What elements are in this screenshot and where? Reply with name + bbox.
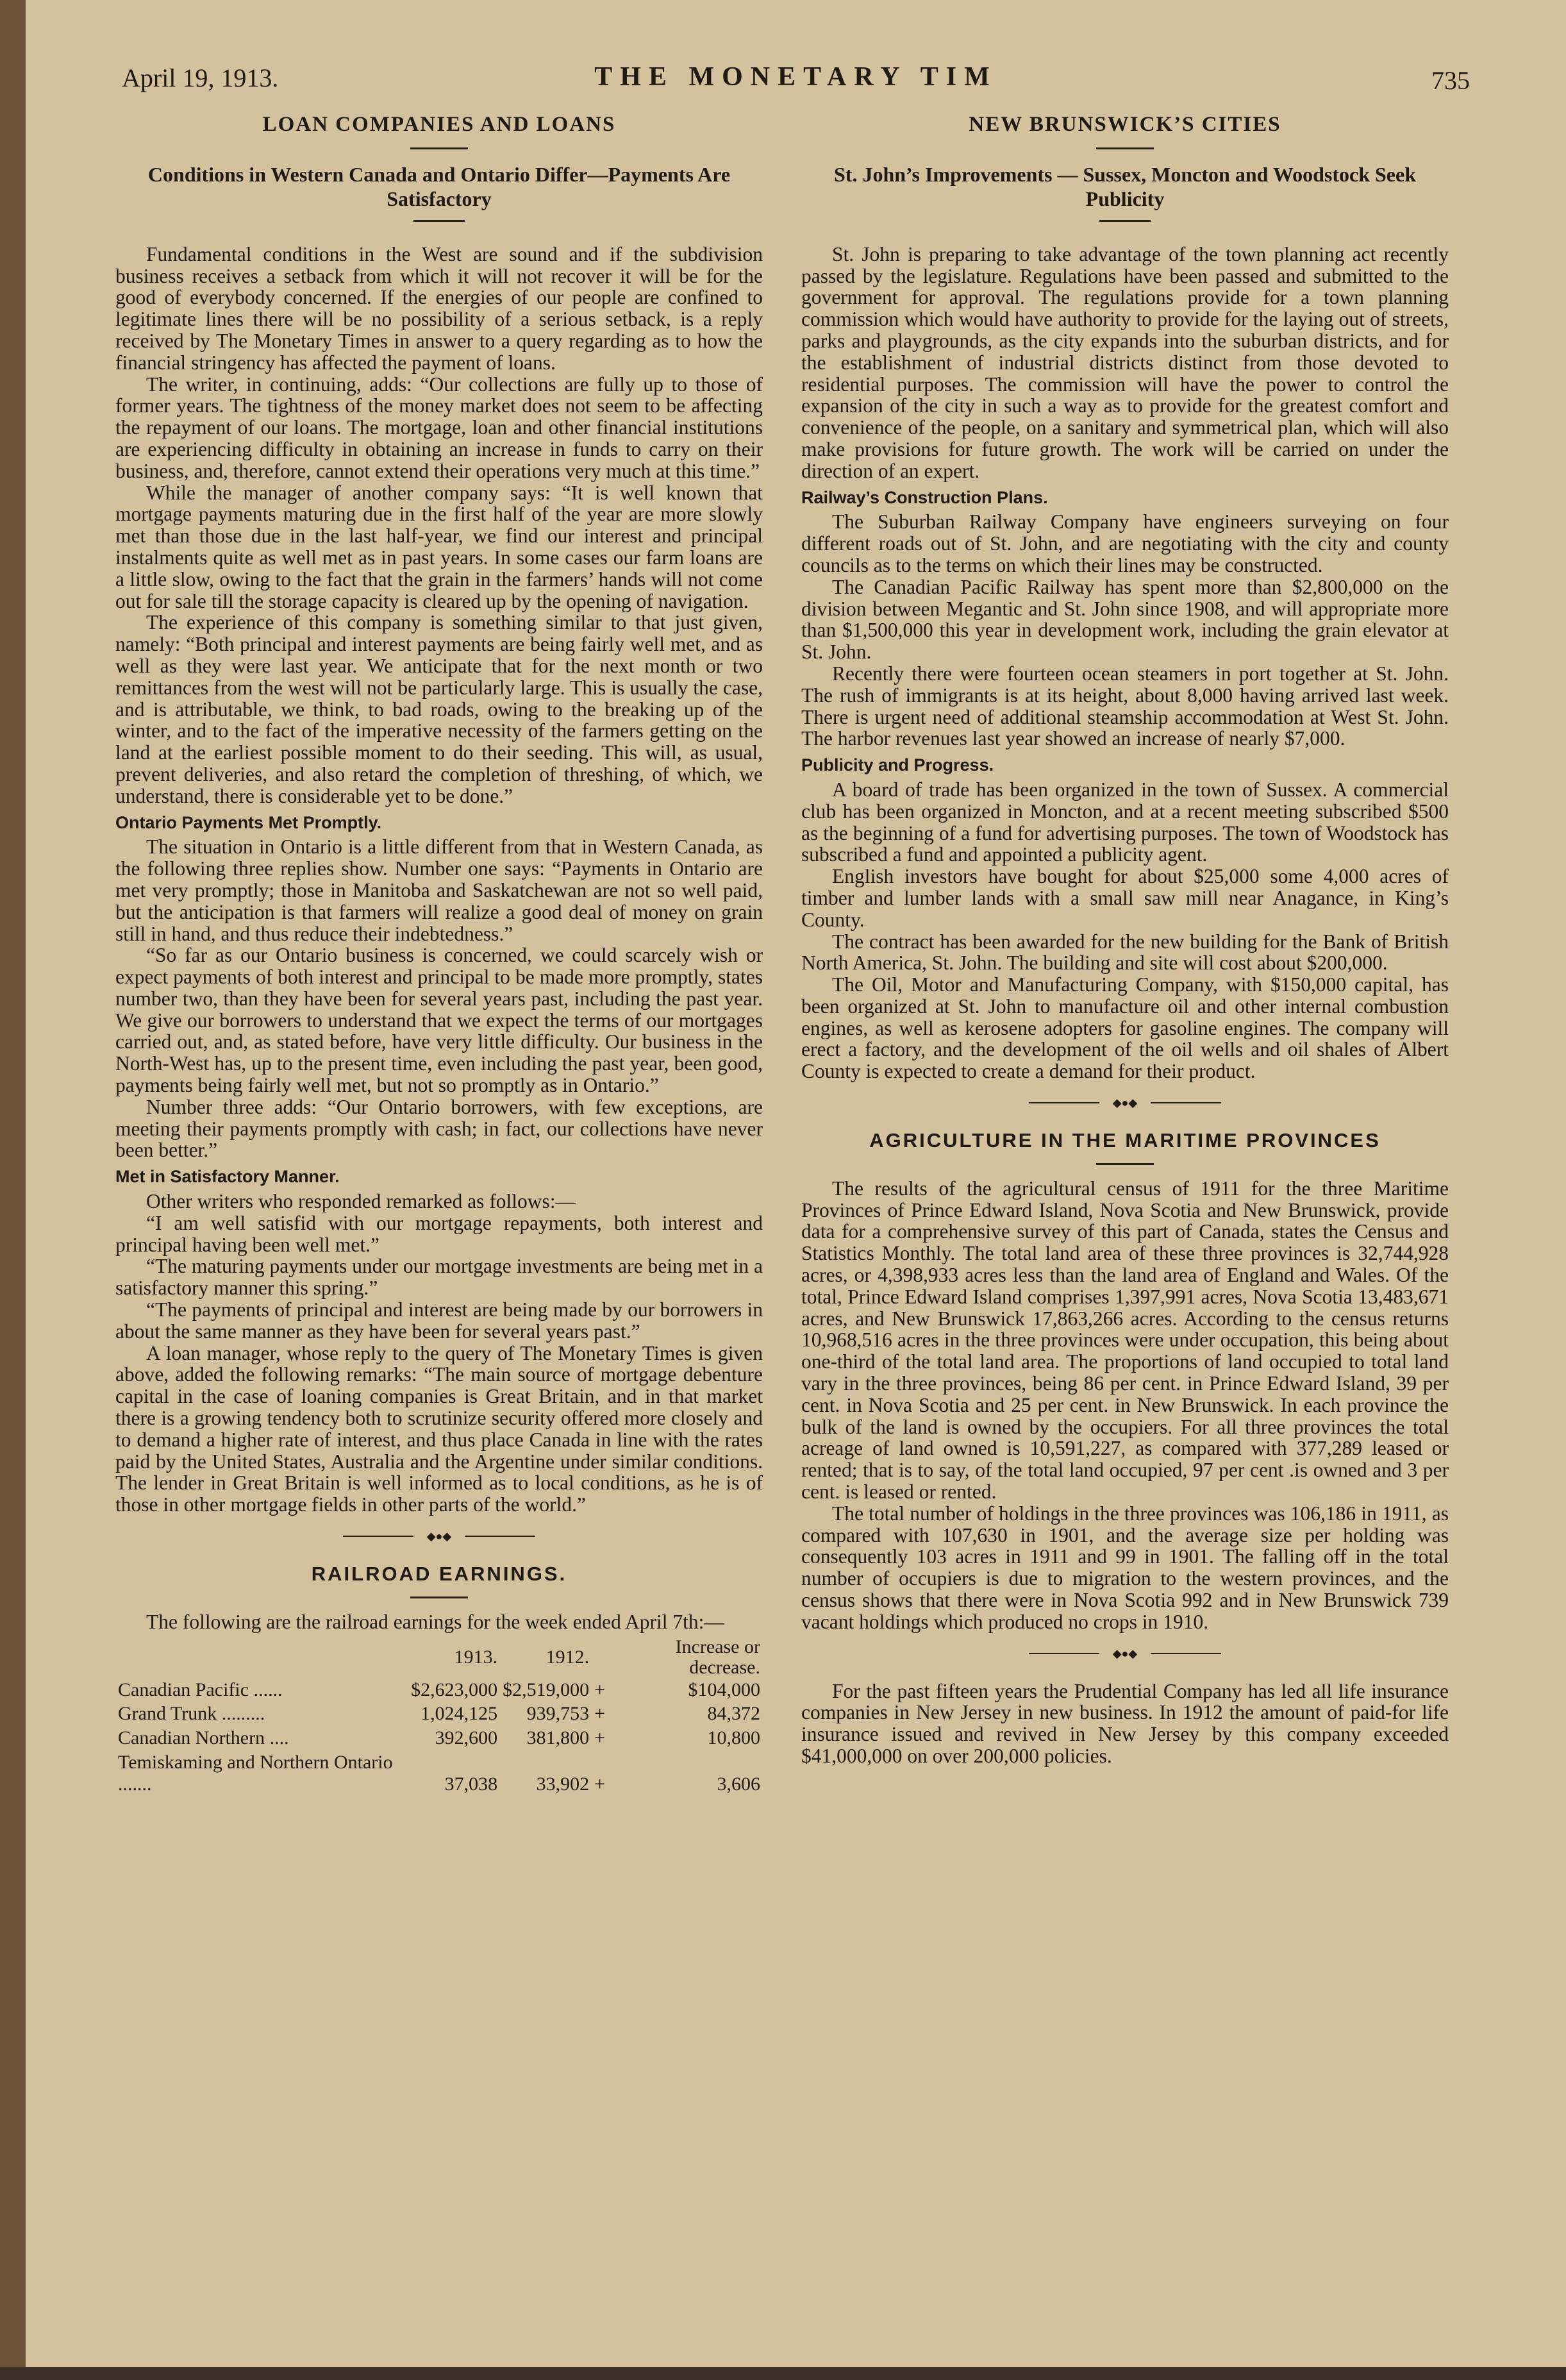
- railway-name: Temiskaming and Northern Ontario .......: [118, 1752, 393, 1795]
- earnings-1912: 939,753: [526, 1703, 590, 1725]
- paragraph: The situation in Ontario is a little different from that in Western Canada, as the following three replies show. Number one says: “Payments in Ontario are met very promptly; those in Manitoba and Saskatchewan are not so well paid, but the anticipation is that farmers will realize a good deal of money on grain still in hand, and thus reduce their indebtedness.”: [115, 835, 763, 945]
- header-title: THE MONETARY TIM: [594, 62, 997, 92]
- ornament-divider: ◆●◆: [1029, 1648, 1221, 1659]
- section-heading-ontario: Ontario Payments Met Promptly.: [115, 812, 382, 832]
- paragraph: “I am well satisfid with our mortgage repayments, both interest and principal having been well met.”: [115, 1211, 763, 1256]
- change-amount: 3,606: [717, 1773, 760, 1795]
- change-amount: 84,372: [707, 1703, 760, 1725]
- paragraph: A board of trade has been organized in the town of Sussex. A commercial club has been organized in Moncton, and at a recent meeting subscribed $500 as the beginning of a fund for advertising purposes. The town of Woodstock has subscribed a fund and appointed a publicity agent.: [801, 778, 1449, 866]
- page-bottom-edge: [0, 2367, 1566, 2380]
- paragraph: “The payments of principal and interest are being made by our borrowers in about the same manner as they have been for several years past.”: [115, 1298, 763, 1343]
- right-column: [801, 114, 1449, 1767]
- loan-article-subtitle: Conditions in Western Canada and Ontario Differ—Payments Are Satisfactory: [147, 162, 731, 210]
- earnings-1913: $2,623,000: [411, 1679, 498, 1700]
- agriculture-article-title: AGRICULTURE IN THE MARITIME PROVINCES: [869, 1129, 1381, 1152]
- section-heading-publicity: Publicity and Progress.: [801, 755, 994, 775]
- paragraph: The results of the agricultural census of 1911 for the three Maritime Provinces of Prince Edward Island, Nova Scotia and New Brunswick, provide data for a comprehensive survey of this part of Canada, states the Census and Statistics Monthly. The total land area of these three provinces is 32,744,928 acres, or 4,398,933 acres less than the land area of England and Wales. Of the total, Prince Edward Island comprises 1,397,991 acres, Nova Scotia 13,483,671 acres, and New Brunswick 17,863,266 acres. According to the census returns 10,968,516 acres in the three provinces were under occupation, this being about one-third of the total land area. The proportions of land occupied to total land vary in the three provinces, being 86 per cent. in Prince Edward Island, 39 per cent. in Nova Scotia and 25 per cent. in New Brunswick. In each province the bulk of the land is owned by the occupiers. For all three provinces the total acreage of land owned is 10,591,227, as compared with 377,289 leased or rented; that is to say, of the total land occupied, 97 per cent .is owned and 3 per cent. is leased or rented.: [801, 1177, 1449, 1504]
- paragraph: Fundamental conditions in the West are sound and if the subdivision business receives a setback from which it will not recover it will be for the good of everybody concerned. If the energies of our people are confined to legitimate lines there will be no possibility of a serious setback, is a reply received by The Monetary Times in answer to a query regarding as to how the financial stringency has affected the payment of loans.: [115, 242, 763, 374]
- paragraph: For the past fifteen years the Prudential Company has led all life insurance companies in New Jersey in new business. In 1912 the amount of paid-for life insurance issued and revived in New Jersey by this company exceeded $41,000,000 on over 200,000 policies.: [801, 1679, 1449, 1767]
- paragraph: Number three adds: “Our Ontario borrowers, with few exceptions, are meeting their payments promptly with cash; in fact, our collections have never been better.”: [115, 1095, 763, 1162]
- paragraph: The Suburban Railway Company have engineers surveying on four different roads out of St. John, and are negotiating with the city and county councils as to the terms on which their lines may be constructed.: [801, 510, 1449, 576]
- paragraph: While the manager of another company says: “It is well known that mortgage payments maturing due in the first half of the year are more slowly met than those due in the last half-year, we find our interest and principal instalments quite as well met as in past years. In some cases our farm loans are a little slow, owing to the fact that the grain in the farmers’ hands will not come out for sale till the storage capacity is cleared up by the opening of navigation.: [115, 481, 763, 612]
- column-header: 1913.: [454, 1646, 498, 1668]
- page-header: [122, 59, 1470, 104]
- ornament-divider: ◆●◆: [343, 1531, 535, 1541]
- loan-article-title: LOAN COMPANIES AND LOANS: [262, 113, 616, 136]
- earnings-1913: 392,600: [435, 1727, 498, 1749]
- change-sign: +: [594, 1727, 606, 1749]
- left-column: [115, 114, 763, 1797]
- earnings-1913: 37,038: [444, 1773, 498, 1795]
- divider-rule: [1096, 147, 1154, 149]
- change-sign: +: [594, 1773, 606, 1795]
- earnings-1912: 381,800: [526, 1727, 590, 1749]
- paragraph: The contract has been awarded for the new building for the Bank of British North America, St. John. The building and site will cost about $200,000.: [801, 930, 1449, 975]
- nb-article-subtitle: St. John’s Improvements — Sussex, Moncton and Woodstock Seek Publicity: [834, 162, 1416, 210]
- ornament-divider: ◆●◆: [1029, 1098, 1221, 1108]
- nb-article-title: NEW BRUNSWICK’S CITIES: [969, 113, 1281, 136]
- earnings-1913: 1,024,125: [421, 1703, 498, 1725]
- paragraph: St. John is preparing to take advantage of the town planning act recently passed by the legislature. Regulations have been passed and submitted to the government for approval. The regulations provide for a town planning commission which would have authority to provide for the laying out of streets, parks and playgrounds, as the city expands into the suburban districts, and for the establishment of industrial districts distinct from those devoted to residential purposes. The commission will have the power to control the expansion of the city in such a way as to provide for the greatest comfort and convenience of the people, on a sanitary and symmetrical plan, which will also make provisions for future growth. The work will be carried on under the direction of an expert.: [801, 242, 1449, 482]
- divider-rule: [1096, 1163, 1154, 1165]
- paragraph: The Oil, Motor and Manufacturing Company, with $150,000 capital, has been organized at St. John to manufacture oil and other internal combustion engines, as well as kerosene adopters for gasoline engines. The company will erect a factory, and the development of the oil wells and oil shales of Albert County is expected to create a demand for their product.: [801, 973, 1449, 1083]
- paragraph: Recently there were fourteen ocean steamers in port together at St. John. The rush of immigrants is at its height, about 8,000 having arrived last week. There is urgent need of additional steamship accommodation at West St. John. The harbor revenues last year showed an increase of nearly $7,000.: [801, 662, 1449, 750]
- railroad-earnings-title: RAILROAD EARNINGS.: [311, 1563, 567, 1586]
- paragraph: “So far as our Ontario business is concerned, we could scarcely wish or expect payments of both interest and principal to be made more promptly, states number two, than they have been for several years past, including the past year. We give our borrowers to understand that we expect the terms of our mortgages carried out, and, as stated before, have very little difficulty. Our business in the North-West has, up to the present time, even including the past year, been good, payments being fairly well met, but not so promptly as in Ontario.”: [115, 944, 763, 1097]
- column-header: 1912.: [546, 1646, 590, 1668]
- change-amount: $104,000: [688, 1679, 760, 1700]
- paragraph: Other writers who responded remarked as follows:—: [146, 1190, 576, 1213]
- table-row: [115, 1678, 763, 1702]
- divider-rule: [410, 147, 468, 149]
- divider-rule: [413, 220, 465, 222]
- earnings-table: [115, 1637, 763, 1797]
- binding-gutter: [0, 0, 26, 2380]
- railway-name: Canadian Pacific ......: [118, 1679, 283, 1700]
- table-row: [115, 1726, 763, 1750]
- header-date: April 19, 1913.: [122, 63, 279, 92]
- table-row: [115, 1702, 763, 1726]
- paragraph: The total number of holdings in the three provinces was 106,186 in 1911, as compared with 107,630 in 1901, and the average size per holding was consequently 103 acres in 1911 and 99 in 1901. The falling off in the total number of occupiers is due to migration to the western provinces, and the census shows that there were in Nova Scotia 992 and in New Brunswick 739 vacant holdings which produced no crops in 1910.: [801, 1502, 1449, 1633]
- paragraph: The experience of this company is something similar to that just given, namely: “Both principal and interest payments are being fairly well met, and as well as they were last year. We anticipate that for the next month or two remittances from the west will not be particularly large. This is usually the case, and is attributable, we think, to bad roads, owing to the breaking up of the winter, and to the fact of the imperative necessity of the farmers getting on the land at the earliest possible moment to do their seeding. This will, as usual, prevent deliveries, and also retard the completion of threshing, of which, we understand, there is considerable yet to be done.”: [115, 611, 763, 807]
- table-header-row: [115, 1637, 763, 1678]
- change-amount: 10,800: [707, 1727, 760, 1749]
- column-header: Increase or decrease.: [675, 1636, 760, 1678]
- paragraph: The following are the railroad earnings for the week ended April 7th:—: [146, 1610, 724, 1633]
- paragraph: The writer, in continuing, adds: “Our collections are fully up to those of former years. The tightness of the money market does not seem to be affecting the repayment of our loans. The mortgage, loan and other financial institutions are experiencing difficulty in obtaining an increase in funds to carry on their business, and, therefore, cannot extend their operations very much at this time.”: [115, 373, 763, 482]
- divider-rule: [1099, 220, 1151, 222]
- divider-rule: [410, 1596, 468, 1598]
- section-heading-satisfactory: Met in Satisfactory Manner.: [115, 1167, 340, 1187]
- paragraph: A loan manager, whose reply to the query of The Monetary Times is given above, added the following remarks: “The main source of mortgage debenture capital in the case of loaning companies is Great Britain, and in that market there is a growing tendency both to scrutinize security offered more closely and to demand a higher rate of interest, and thus place Canada in line with the rates paid by the United States, Australia and the Argentine under similar conditions. The lender in Great Britain is well informed as to local conditions, as he is of those in other mortgage fields in other parts of the world.”: [115, 1341, 763, 1516]
- paragraph: The Canadian Pacific Railway has spent more than $2,800,000 on the division between Megantic and St. John since 1908, and will appropriate more than $1,500,000 this year in development work, including the grain elevator at St. John.: [801, 575, 1449, 664]
- earnings-1912: 33,902: [536, 1773, 590, 1795]
- table-row: [115, 1750, 763, 1797]
- earnings-1912: $2,519,000: [503, 1679, 590, 1700]
- paragraph: “The maturing payments under our mortgage investments are being met in a satisfactory manner this spring.”: [115, 1255, 763, 1300]
- change-sign: +: [594, 1679, 606, 1700]
- page-number: 735: [1431, 66, 1470, 95]
- railway-name: Canadian Northern ....: [118, 1727, 289, 1749]
- section-heading-railway: Railway’s Construction Plans.: [801, 487, 1048, 507]
- change-sign: +: [594, 1703, 606, 1725]
- paragraph: English investors have bought for about $25,000 some 4,000 acres of timber and lumber lands with a small saw mill near Anagance, in King’s County.: [801, 865, 1449, 931]
- railway-name: Grand Trunk .........: [118, 1703, 265, 1725]
